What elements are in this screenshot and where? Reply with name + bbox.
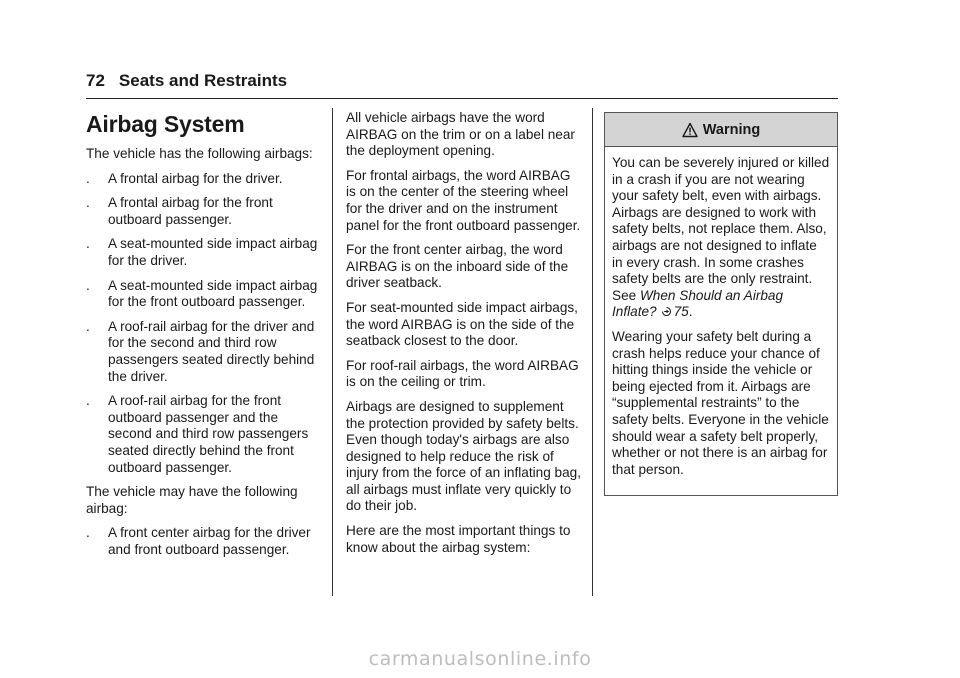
bullet-text: A seat-mounted side impact airbag for the driver.: [108, 236, 318, 268]
body-paragraph: For frontal airbags, the word AIRBAG is on the center of the steering wheel for the driver and on the instrument panel for the front outboard passenger.: [346, 167, 581, 233]
intro-paragraph: The vehicle has the following airbags:: [86, 146, 313, 161]
bullet-symbol: .: [86, 195, 90, 211]
bullet-item: [86, 171, 322, 188]
chapter-title: Seats and Restraints: [118, 71, 288, 90]
warning-paragraph: Wearing your safety belt during a crash helps reduce your chance of hitting things inside the vehicle or being ejected from it. Airbags are “supplemental restraints” to the safety belts. Everyone in the vehicle should wear a safety belt properly, whether or not there is an airbag for that person.: [612, 328, 829, 477]
bullet-text: A frontal airbag for the driver.: [108, 170, 283, 186]
watermark: carmanualsonline.info: [368, 648, 592, 670]
page-header: [86, 70, 838, 99]
warning-body: [605, 147, 837, 478]
cross-reference-page[interactable]: 75: [673, 304, 689, 320]
bullet-item: [86, 195, 322, 228]
bullet-text: A roof-rail airbag for the front outboard passenger and the second and third row passengers seated directly behind the front outboard passenger.: [108, 393, 309, 475]
column-divider: [332, 108, 333, 596]
page-number: 72: [86, 71, 105, 90]
warning-title: Warning: [702, 121, 761, 138]
body-paragraph: For the front center airbag, the word AIRBAG is on the inboard side of the driver seatback.: [346, 242, 569, 291]
bullet-item: [86, 319, 322, 385]
middle-column: [346, 110, 582, 564]
page-reference-icon: [661, 306, 672, 317]
bullet-symbol: .: [86, 236, 90, 252]
warning-text-end: .: [688, 304, 693, 320]
bullet-text: A roof-rail airbag for the driver and for the second and third row passengers seated directly behind the driver.: [108, 318, 315, 384]
warning-header: [605, 113, 837, 147]
body-paragraph: For seat-mounted side impact airbags, the word AIRBAG is on the side of the seatback closest to the door.: [346, 299, 578, 349]
body-paragraph: Here are the most important things to know about the airbag system:: [346, 523, 571, 555]
warning-box: [604, 112, 838, 496]
bullet-item: [86, 393, 322, 476]
left-column: [86, 110, 322, 566]
body-paragraph: Airbags are designed to supplement the protection provided by safety belts. Even though today's airbags are also designed to help reduce the risk of injury from the force of an inflating bag, all airbags must inflate very quickly to do their job.: [346, 398, 581, 514]
warning-triangle-icon: [682, 122, 698, 138]
warning-text: You can be severely injured or killed in a crash if you are not wearing your safety belt, even with airbags. Airbags are designed to work with safety belts, not replace them. Also, airbags are not designed to inflate in every crash. In some crashes safety belts are the only restraint. See: [612, 155, 830, 303]
section-heading: Airbag System: [86, 111, 245, 137]
bullet-symbol: .: [86, 277, 90, 293]
bullet-symbol: .: [86, 525, 90, 541]
warning-paragraph: [612, 155, 830, 321]
may-have-paragraph: The vehicle may have the following airbag:: [86, 484, 298, 516]
bullet-item: [86, 525, 322, 558]
cross-reference-link[interactable]: When Should an Airbag Inflate?: [612, 287, 784, 320]
body-paragraph: For roof-rail airbags, the word AIRBAG is on the ceiling or trim.: [346, 357, 579, 390]
bullet-text: A seat-mounted side impact airbag for the front outboard passenger.: [108, 277, 318, 310]
bullet-symbol: .: [86, 393, 90, 409]
bullet-text: A frontal airbag for the front outboard passenger.: [108, 195, 273, 227]
bullet-text: A front center airbag for the driver and front outboard passenger.: [108, 525, 311, 557]
body-paragraph: All vehicle airbags have the word AIRBAG on the trim or on a label near the deployment opening.: [346, 110, 575, 159]
bullet-symbol: .: [86, 318, 90, 334]
bullet-item: [86, 278, 322, 311]
bullet-symbol: .: [86, 170, 90, 186]
bullet-item: [86, 236, 322, 269]
column-divider: [592, 108, 593, 596]
